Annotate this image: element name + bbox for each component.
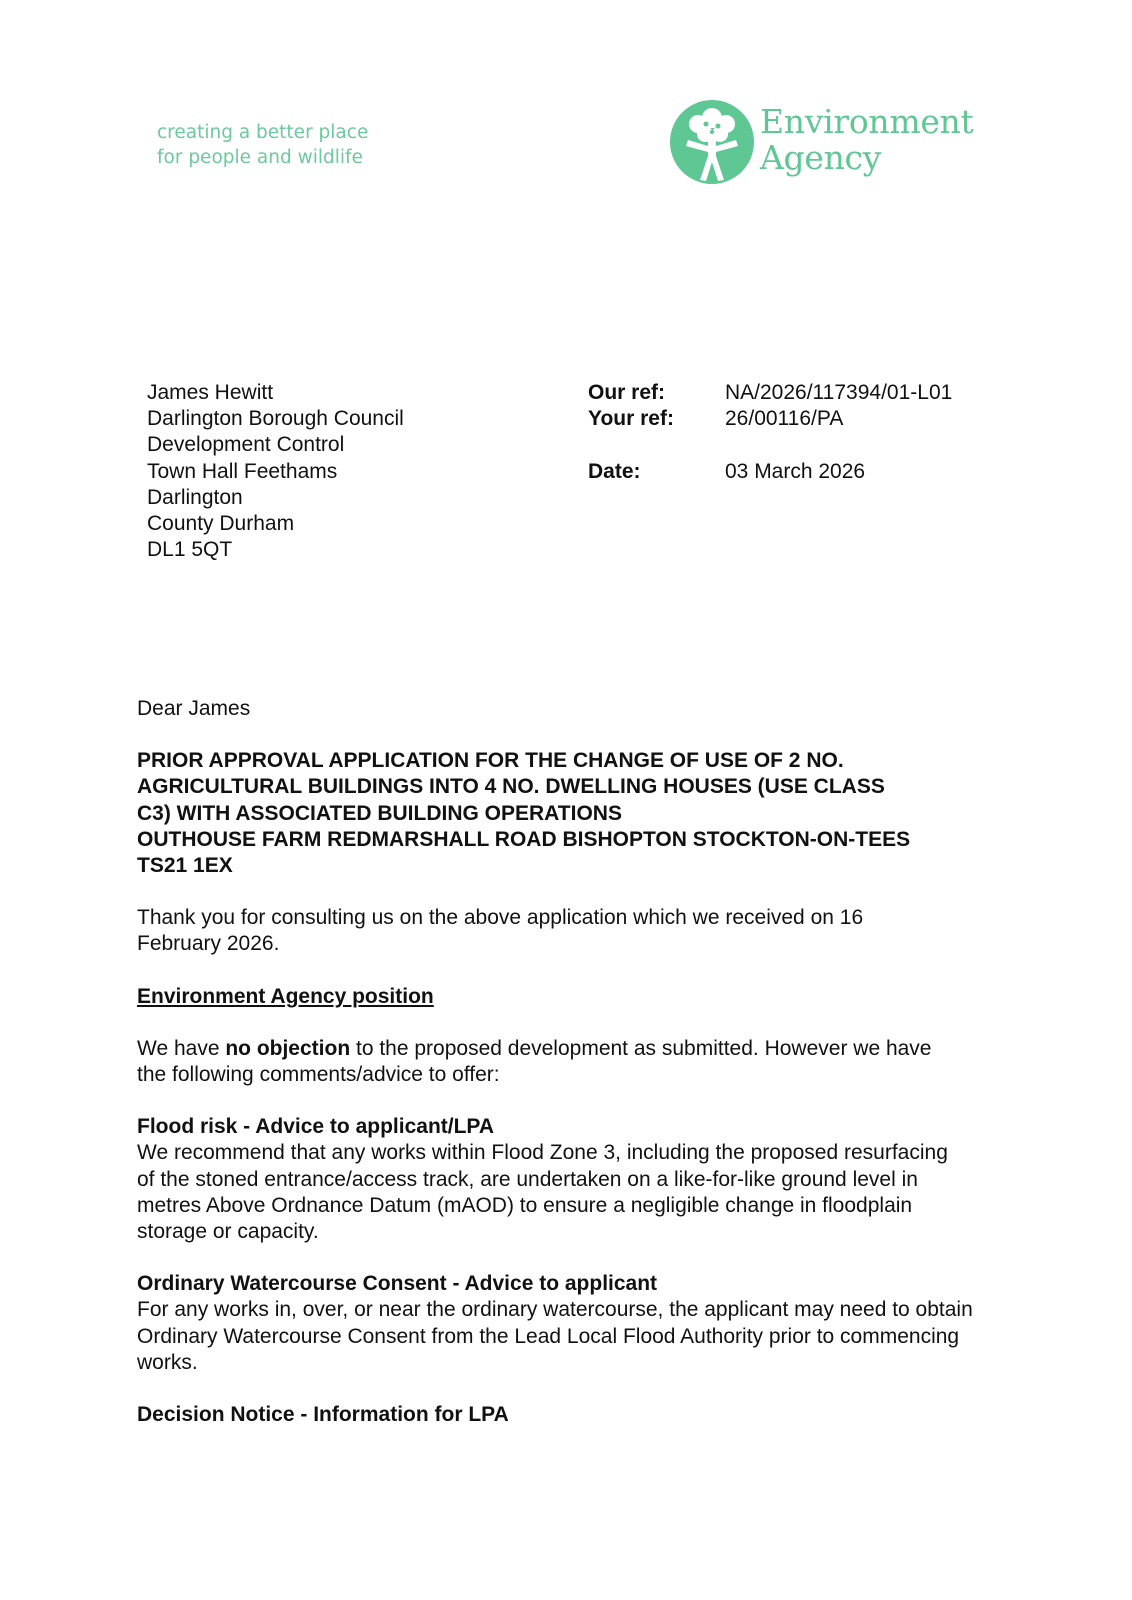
recipient-name: James Hewitt: [147, 381, 274, 404]
logo-line-2: Agency: [760, 138, 882, 177]
reference-block: [588, 380, 952, 485]
letter-title: [137, 748, 997, 879]
watercourse-heading: Ordinary Watercourse Consent - Advice to applicant: [137, 1272, 658, 1296]
logo-line-1: Environment: [760, 102, 974, 141]
date-label: Date:: [588, 459, 641, 483]
recipient-town: Darlington: [147, 485, 243, 509]
letter-body: [137, 696, 997, 1428]
your-ref-value: 26/00116/PA: [725, 407, 844, 431]
salutation: Dear James: [137, 697, 251, 720]
our-ref-label: Our ref:: [588, 381, 666, 404]
watercourse-paragraph: For any works in, over, or near the ordinary watercourse, the applicant may need to obtain Ordinary Watercourse Consent from the Lead Local Flood Authority prior to commencing works.: [137, 1298, 973, 1374]
tagline-line-1: creating a better place: [157, 122, 369, 143]
title-line-5: TS21 1EX: [137, 854, 233, 878]
environment-agency-logo: [668, 96, 988, 192]
our-ref-row: [588, 380, 952, 406]
thanks-paragraph: Thank you for consulting us on the above application which we received on 16 February 2026.: [137, 906, 864, 956]
flood-paragraph: We recommend that any works within Flood Zone 3, including the proposed resurfacing of the stoned entrance/access track, are undertaken on a like-for-like ground level in metres Above Ordnance Datum (mAOD) to ensure a negligible change in floodplain storage or capacity.: [137, 1141, 948, 1244]
title-line-3: C3) WITH ASSOCIATED BUILDING OPERATIONS: [137, 801, 622, 825]
tree-figure-icon: [668, 96, 756, 188]
position-bold: no objection: [225, 1036, 351, 1060]
recipient-dept: Development Control: [147, 433, 345, 457]
our-ref-value: NA/2026/117394/01-L01: [725, 381, 953, 404]
recipient-postcode: DL1 5QT: [147, 538, 233, 562]
date-row: [588, 459, 952, 485]
decision-heading: Decision Notice - Information for LPA: [137, 1403, 509, 1427]
title-line-4: OUTHOUSE FARM REDMARSHALL ROAD BISHOPTON STOCKTON-ON-TEES: [137, 827, 911, 851]
recipient-street: Town Hall Feethams: [147, 459, 338, 483]
title-line-1: PRIOR APPROVAL APPLICATION FOR THE CHANGE OF USE OF 2 NO.: [137, 749, 844, 773]
flood-heading: Flood risk - Advice to applicant/LPA: [137, 1115, 495, 1139]
date-value: 03 March 2026: [725, 459, 866, 483]
your-ref-row: [588, 406, 952, 432]
tagline-line-2: for people and wildlife: [157, 147, 363, 168]
recipient-org: Darlington Borough Council: [147, 407, 404, 431]
recipient-county: County Durham: [147, 512, 295, 536]
position-heading: Environment Agency position: [137, 984, 434, 1008]
position-post: to the proposed development as submitted. However we have the following comments/advice to offer:: [137, 1036, 932, 1087]
your-ref-label: Your ref:: [588, 407, 674, 431]
position-paragraph: [137, 1036, 957, 1088]
tagline: [157, 120, 368, 170]
recipient-address: [147, 380, 404, 563]
logo-text: [760, 104, 973, 176]
title-line-2: AGRICULTURAL BUILDINGS INTO 4 NO. DWELLING HOUSES (USE CLASS: [137, 775, 885, 799]
position-pre: We have: [137, 1036, 226, 1060]
